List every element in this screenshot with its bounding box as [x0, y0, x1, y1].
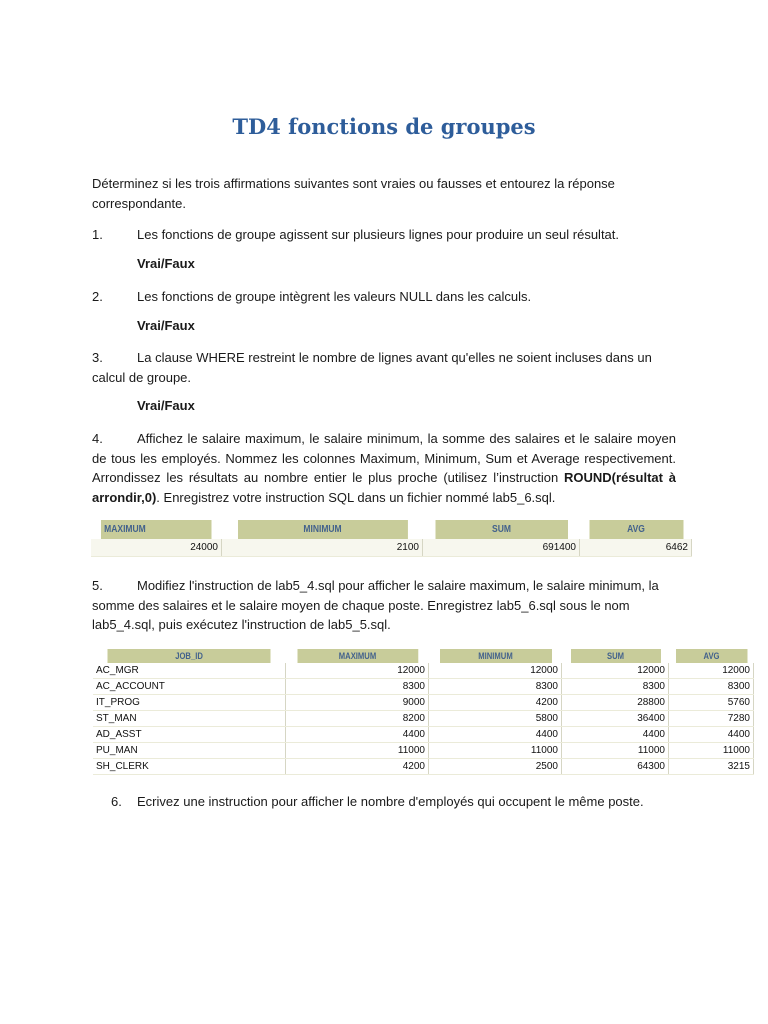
- table-cell: 24000: [91, 539, 222, 557]
- table-cell: PU_MAN: [93, 743, 286, 759]
- table-cell: 11000: [669, 743, 754, 759]
- intro-paragraph: Déterminez si les trois affirmations suivantes sont vraies ou fausses et entourez la réponse correspondante.: [92, 176, 615, 211]
- question-6: [111, 792, 711, 812]
- table-cell: AD_ASST: [93, 727, 286, 743]
- table-cell: 28800: [562, 695, 669, 711]
- table-row: [93, 695, 754, 711]
- question-4-bold: ROUND(résultat à arrondir,0): [92, 470, 676, 505]
- table-header: SUM: [434, 520, 567, 539]
- table-cell: 6462: [580, 539, 692, 557]
- question-6-number: 6.: [111, 794, 122, 809]
- table-header-row: [93, 649, 754, 663]
- table-cell: 8300: [429, 679, 562, 695]
- table-cell: 4200: [286, 759, 429, 775]
- table-cell: 4400: [562, 727, 669, 743]
- table-cell: 9000: [286, 695, 429, 711]
- table-row: [91, 539, 692, 557]
- table-cell: IT_PROG: [93, 695, 286, 711]
- table-cell: AC_ACCOUNT: [93, 679, 286, 695]
- question-3-number: 3.: [92, 350, 103, 365]
- table-cell: AC_MGR: [93, 663, 286, 679]
- question-4: [92, 429, 676, 507]
- table-cell: 11000: [562, 743, 669, 759]
- table-cell: 12000: [562, 663, 669, 679]
- question-1: [92, 225, 676, 245]
- question-1-text: Les fonctions de groupe agissent sur plusieurs lignes pour produire un seul résultat.: [137, 227, 620, 242]
- question-2: [92, 287, 676, 307]
- table-cell: 7280: [669, 711, 754, 727]
- table-cell: 11000: [429, 743, 562, 759]
- table-header: AVG: [588, 520, 683, 539]
- table-cell: 36400: [562, 711, 669, 727]
- table-cell: 8300: [286, 679, 429, 695]
- table-row: [93, 743, 754, 759]
- result-table-1: [91, 520, 692, 557]
- question-5-text: Modifiez l'instruction de lab5_4.sql pour afficher le salaire maximum, le salaire minimum, la somme des salaires et le salaire moyen de chaque poste. Enregistrez lab5_6.sql sous le nom lab5_4.sql, puis exécutez l'instruction de lab5_5.sql.: [92, 578, 659, 632]
- table-header: MINIMUM: [237, 520, 408, 539]
- question-1-answer: Vrai/Faux: [137, 256, 195, 271]
- question-6-text: Ecrivez une instruction pour afficher le nombre d'employés qui occupent le même poste.: [137, 794, 644, 809]
- table-cell: 8300: [669, 679, 754, 695]
- table-cell: 2100: [222, 539, 423, 557]
- table-row: [93, 727, 754, 743]
- table-cell: 3215: [669, 759, 754, 775]
- table-cell: 2500: [429, 759, 562, 775]
- table-row: [93, 663, 754, 679]
- table-header: SUM: [570, 649, 661, 663]
- table-header: MAXIMUM: [101, 520, 212, 539]
- table-header-row: [91, 520, 692, 539]
- table-cell: 11000: [286, 743, 429, 759]
- table-cell: 691400: [423, 539, 580, 557]
- table-cell: 8200: [286, 711, 429, 727]
- table-cell: 4200: [429, 695, 562, 711]
- table-cell: 12000: [286, 663, 429, 679]
- table-cell: 8300: [562, 679, 669, 695]
- table-cell: 64300: [562, 759, 669, 775]
- table-header: MAXIMUM: [296, 649, 418, 663]
- question-5-number: 5.: [92, 578, 103, 593]
- table-cell: SH_CLERK: [93, 759, 286, 775]
- question-2-number: 2.: [92, 289, 103, 304]
- table-cell: 4400: [286, 727, 429, 743]
- table-row: [93, 711, 754, 727]
- question-2-text: Les fonctions de groupe intègrent les valeurs NULL dans les calculs.: [137, 289, 532, 304]
- table-cell: 5800: [429, 711, 562, 727]
- table-row: [93, 759, 754, 775]
- question-3: [92, 348, 676, 387]
- table-header: MINIMUM: [438, 649, 551, 663]
- table-header: JOB_ID: [107, 649, 271, 663]
- table-header: AVG: [675, 649, 747, 663]
- result-table-2: [93, 649, 754, 775]
- question-4-number: 4.: [92, 431, 103, 446]
- table-cell: 4400: [429, 727, 562, 743]
- question-1-number: 1.: [92, 227, 103, 242]
- table-cell: 12000: [429, 663, 562, 679]
- question-4-text-before: Affichez le salaire maximum, le salaire minimum, la somme des salaires et le salaire moyen de tous les employés. Nommez les colonnes Maximum, Minimum, Sum et Average respectivement. Arrondissez les résultats au nombre entier le plus proche (utilisez l’instruction: [92, 431, 676, 485]
- question-2-answer: Vrai/Faux: [137, 318, 195, 333]
- page-title: TD4 fonctions de groupes: [232, 114, 536, 139]
- question-3-text: La clause WHERE restreint le nombre de lignes avant qu'elles ne soient incluses dans un calcul de groupe.: [92, 350, 652, 385]
- table-row: [93, 679, 754, 695]
- question-3-answer: Vrai/Faux: [137, 398, 195, 413]
- question-4-text-after: . Enregistrez votre instruction SQL dans un fichier nommé lab5_6.sql.: [156, 489, 556, 505]
- table-cell: ST_MAN: [93, 711, 286, 727]
- table-cell: 4400: [669, 727, 754, 743]
- table-cell: 5760: [669, 695, 754, 711]
- question-5: [92, 576, 676, 635]
- table-cell: 12000: [669, 663, 754, 679]
